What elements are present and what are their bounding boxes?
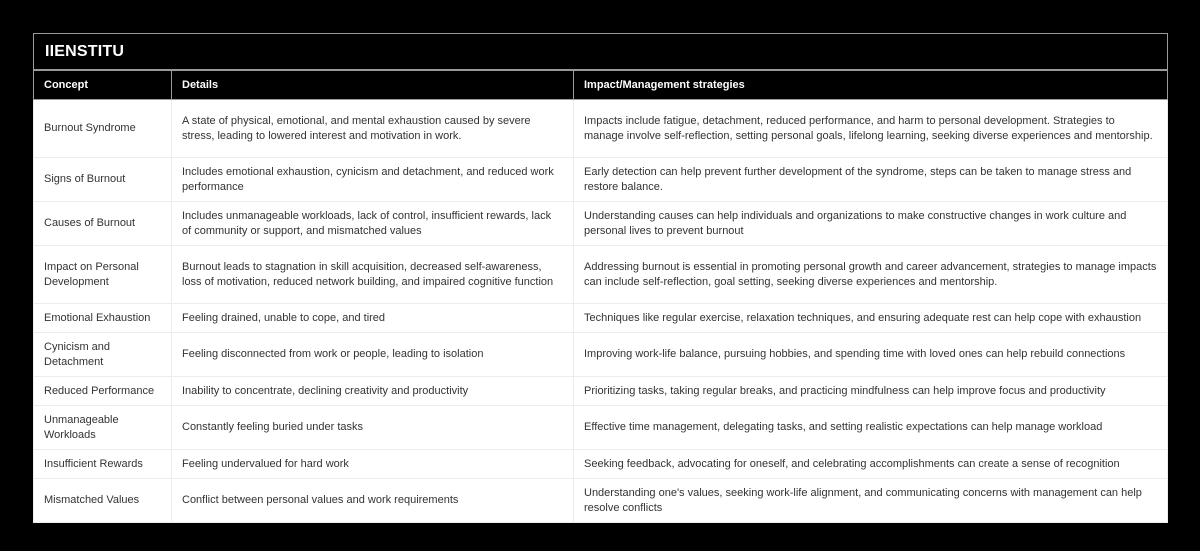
cell-impact: Understanding one's values, seeking work-life alignment, and communicating concerns with management can help resolve conflicts (574, 479, 1168, 523)
table-row (34, 333, 1168, 377)
column-header-concept: Concept (34, 70, 172, 100)
cell-impact: Seeking feedback, advocating for oneself, and celebrating accomplishments can create a sense of recognition (574, 450, 1168, 479)
cell-concept: Insufficient Rewards (34, 450, 172, 479)
table-container (33, 33, 1167, 523)
column-header-impact: Impact/Management strategies (574, 70, 1168, 100)
cell-details: Constantly feeling buried under tasks (172, 406, 574, 450)
cell-concept: Cynicism and Detachment (34, 333, 172, 377)
cell-details: A state of physical, emotional, and mental exhaustion caused by severe stress, leading to lowered interest and motivation in work. (172, 100, 574, 158)
table-row (34, 377, 1168, 406)
cell-impact: Impacts include fatigue, detachment, reduced performance, and harm to personal development. Strategies to manage involve self-reflection, setting personal goals, lifelong learning, seeking diverse experiences and mentorship. (574, 100, 1168, 158)
cell-impact: Understanding causes can help individuals and organizations to make constructive changes in work culture and personal lives to prevent burnout (574, 202, 1168, 246)
cell-concept: Emotional Exhaustion (34, 304, 172, 333)
cell-impact: Effective time management, delegating tasks, and setting realistic expectations can help manage workload (574, 406, 1168, 450)
table-row (34, 100, 1168, 158)
table-header-row (34, 70, 1168, 100)
table-row (34, 158, 1168, 202)
table-title: IIENSTITU (34, 34, 1168, 71)
cell-concept: Unmanageable Workloads (34, 406, 172, 450)
table-row (34, 406, 1168, 450)
table-title-row (34, 34, 1168, 71)
cell-impact: Techniques like regular exercise, relaxation techniques, and ensuring adequate rest can help cope with exhaustion (574, 304, 1168, 333)
cell-details: Conflict between personal values and work requirements (172, 479, 574, 523)
cell-details: Feeling undervalued for hard work (172, 450, 574, 479)
table-row (34, 450, 1168, 479)
cell-concept: Impact on Personal Development (34, 246, 172, 304)
table-row (34, 304, 1168, 333)
cell-details: Feeling disconnected from work or people, leading to isolation (172, 333, 574, 377)
cell-concept: Burnout Syndrome (34, 100, 172, 158)
cell-details: Inability to concentrate, declining creativity and productivity (172, 377, 574, 406)
table-row (34, 202, 1168, 246)
cell-details: Includes unmanageable workloads, lack of control, insufficient rewards, lack of community or support, and mismatched values (172, 202, 574, 246)
column-header-details: Details (172, 70, 574, 100)
cell-concept: Signs of Burnout (34, 158, 172, 202)
cell-impact: Prioritizing tasks, taking regular breaks, and practicing mindfulness can help improve focus and productivity (574, 377, 1168, 406)
cell-concept: Reduced Performance (34, 377, 172, 406)
cell-details: Includes emotional exhaustion, cynicism and detachment, and reduced work performance (172, 158, 574, 202)
cell-impact: Addressing burnout is essential in promoting personal growth and career advancement, strategies to manage impacts can include self-reflection, goal setting, seeking diverse experiences and mentorship. (574, 246, 1168, 304)
cell-concept: Mismatched Values (34, 479, 172, 523)
cell-concept: Causes of Burnout (34, 202, 172, 246)
cell-details: Feeling drained, unable to cope, and tired (172, 304, 574, 333)
table-row (34, 246, 1168, 304)
cell-impact: Improving work-life balance, pursuing hobbies, and spending time with loved ones can help rebuild connections (574, 333, 1168, 377)
cell-impact: Early detection can help prevent further development of the syndrome, steps can be taken to manage stress and restore balance. (574, 158, 1168, 202)
burnout-table (33, 33, 1168, 523)
table-row (34, 479, 1168, 523)
cell-details: Burnout leads to stagnation in skill acquisition, decreased self-awareness, loss of motivation, reduced network building, and impaired cognitive function (172, 246, 574, 304)
